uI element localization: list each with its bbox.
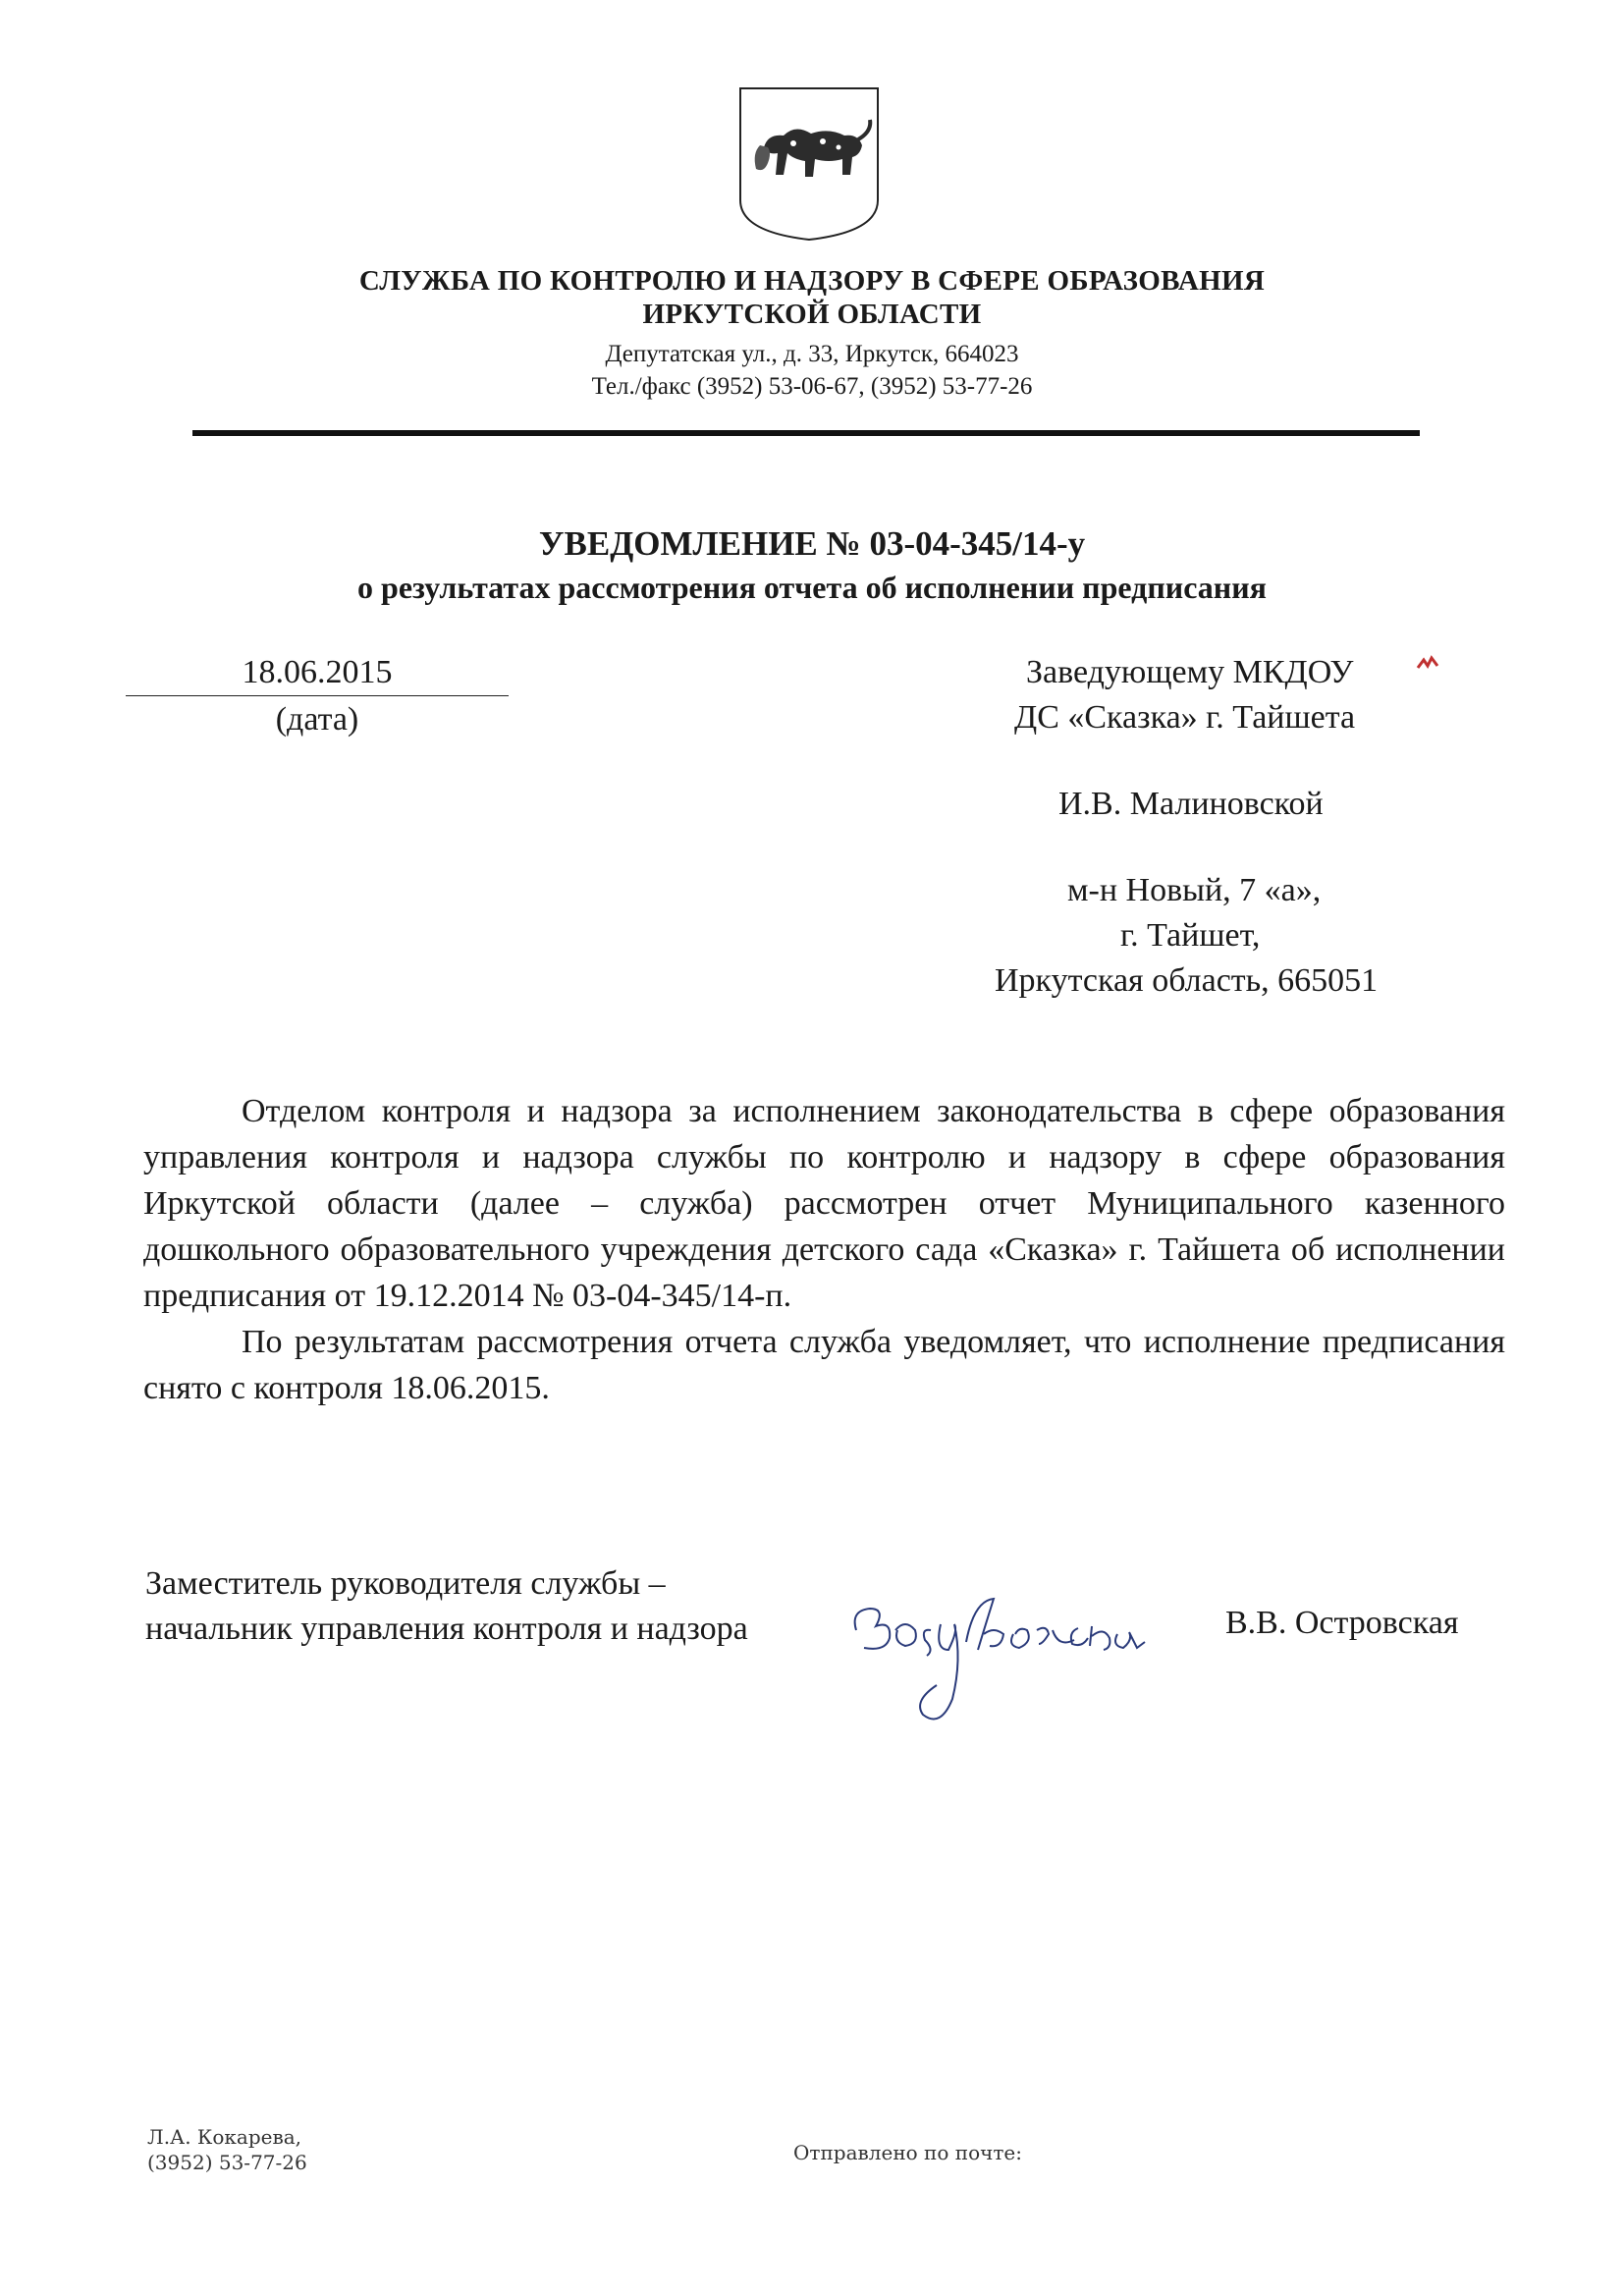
header-divider bbox=[192, 430, 1420, 436]
recipient-name: И.В. Малиновской bbox=[1058, 786, 1324, 822]
signatory-position-line2: начальник управления контроля и надзора bbox=[145, 1611, 748, 1647]
body-paragraph-1: Отделом контроля и надзора за исполнением законодательства в сфере образования управления контроля и надзора службы по контролю и надзору в сфере образования Иркутской области (далее – служба) рассмотрен отчет Муниципального казенного дошкольного образовательного учреждения детского сада «Сказка» г. Тайшета об исполнении предписания от 19.12.2014 № 03-04-345/14-п. bbox=[143, 1093, 1505, 1314]
org-phone: Тел./факс (3952) 53-06-67, (3952) 53-77-26 bbox=[591, 373, 1033, 400]
coat-of-arms-icon bbox=[734, 84, 884, 244]
document-title: УВЕДОМЛЕНИЕ № 03-04-345/14-у bbox=[538, 524, 1086, 563]
handwritten-signature bbox=[846, 1591, 1200, 1728]
org-name-line2: ИРКУТСКОЙ ОБЛАСТИ bbox=[642, 299, 982, 330]
document-body bbox=[143, 1088, 1505, 1411]
recipient-organization: ДС «Сказка» г. Тайшета bbox=[1014, 699, 1356, 736]
document-subtitle: о результатах рассмотрения отчета об исполнении предписания bbox=[357, 570, 1267, 605]
date-caption: (дата) bbox=[275, 701, 359, 738]
signatory-position-line1: Заместитель руководителя службы – bbox=[145, 1565, 666, 1602]
recipient-title: Заведующему МКДОУ bbox=[1026, 654, 1354, 690]
executor-name: Л.А. Кокарева, bbox=[147, 2125, 302, 2149]
signatory-name: В.В. Островская bbox=[1225, 1605, 1459, 1641]
red-mark-icon bbox=[1414, 654, 1443, 674]
document-date: 18.06.2015 bbox=[242, 654, 393, 690]
recipient-address-line2: г. Тайшет, bbox=[1120, 917, 1261, 954]
date-underline bbox=[126, 695, 509, 696]
org-name-line1: СЛУЖБА ПО КОНТРОЛЮ И НАДЗОРУ В СФЕРЕ ОБРАЗОВАНИЯ bbox=[358, 265, 1266, 297]
executor-phone: (3952) 53-77-26 bbox=[147, 2151, 307, 2174]
body-paragraph-2: По результатам рассмотрения отчета служба уведомляет, что исполнение предписания снято с контроля 18.06.2015. bbox=[143, 1324, 1505, 1406]
recipient-address-line1: м-н Новый, 7 «а», bbox=[1067, 872, 1322, 908]
sent-by-mail: Отправлено по почте: bbox=[793, 2141, 1023, 2164]
org-address: Депутатская ул., д. 33, Иркутск, 664023 bbox=[605, 341, 1019, 367]
recipient-address-line3: Иркутская область, 665051 bbox=[995, 962, 1379, 999]
signatory-position bbox=[145, 1561, 748, 1652]
